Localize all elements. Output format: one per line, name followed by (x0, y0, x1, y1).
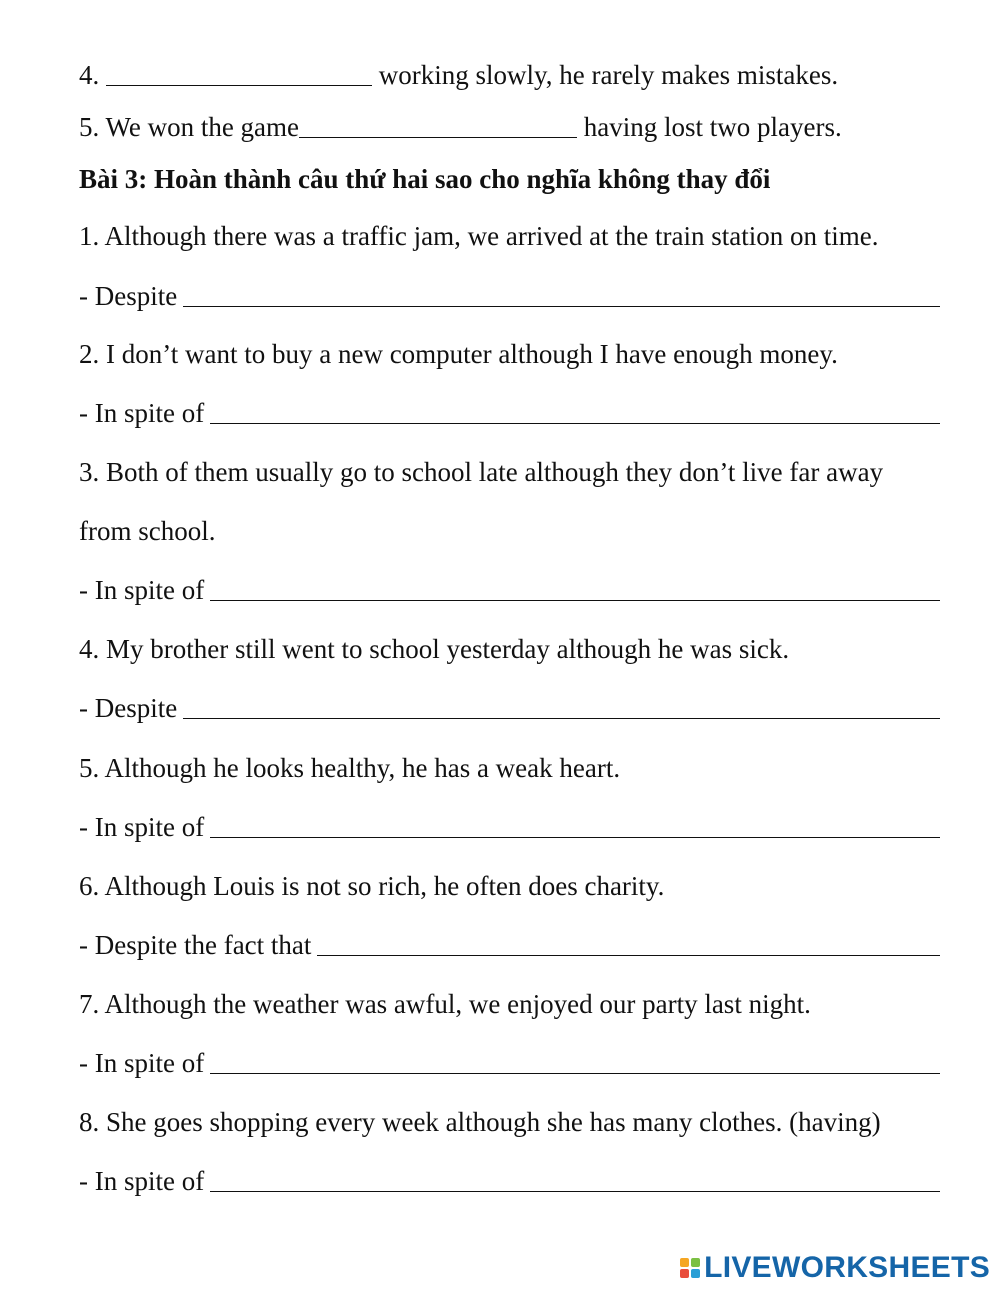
exercise-3-sentence-3-line-2: from school. (79, 516, 216, 546)
prev-item-4-rest: working slowly, he rarely makes mistakes. (372, 60, 839, 90)
answer-prefix-6: - Despite the fact that (79, 930, 312, 960)
exercise-3-sentence-6: 6. Although Louis is not so rich, he often does charity. (79, 871, 665, 901)
answer-blank-7[interactable] (210, 1051, 940, 1074)
liveworksheets-logo-icon (680, 1258, 700, 1278)
exercise-3-sentence-8: 8. She goes shopping every week although she has many clothes. (having) (79, 1107, 881, 1137)
answer-blank-4[interactable] (183, 696, 940, 719)
liveworksheets-logo (680, 1251, 990, 1285)
prev-item-4-number: 4. (79, 60, 106, 90)
answer-blank-6[interactable] (317, 933, 940, 956)
answer-prefix-5: - In spite of (79, 812, 205, 842)
exercise-3-answer-6 (79, 928, 940, 962)
logo-square-3 (680, 1269, 689, 1278)
exercise-3-sentence-4: 4. My brother still went to school yesterday although he was sick. (79, 634, 790, 664)
blank-prev-5[interactable] (299, 115, 577, 138)
answer-prefix-8: - In spite of (79, 1166, 205, 1196)
answer-prefix-1: - Despite (79, 281, 178, 311)
exercise-3-sentence-1: 1. Although there was a traffic jam, we arrived at the train station on time. (79, 221, 879, 251)
answer-prefix-2: - In spite of (79, 398, 205, 428)
exercise-3-answer-2 (79, 396, 940, 430)
exercise-3-answer-5 (79, 810, 940, 844)
answer-blank-5[interactable] (210, 815, 940, 838)
answer-blank-2[interactable] (210, 401, 940, 424)
prev-item-4 (79, 58, 838, 92)
prev-item-5-start: 5. We won the game (79, 112, 300, 142)
exercise-3-sentence-3-line-1: 3. Both of them usually go to school late although they don’t live far away (79, 457, 884, 487)
exercise-3-answer-3 (79, 573, 940, 607)
blank-prev-4[interactable] (106, 63, 372, 86)
exercise-3-sentence-2: 2. I don’t want to buy a new computer although I have enough money. (79, 339, 838, 369)
answer-blank-3[interactable] (210, 578, 940, 601)
logo-square-1 (680, 1258, 689, 1267)
logo-text: LIVEWORKSHEETS (704, 1251, 990, 1284)
answer-prefix-4: - Despite (79, 693, 178, 723)
exercise-3-answer-7 (79, 1046, 940, 1080)
exercise-3-answer-8 (79, 1164, 940, 1198)
answer-blank-8[interactable] (210, 1169, 940, 1192)
exercise-3-answer-4 (79, 691, 940, 725)
exercise-3-heading: Bài 3: Hoàn thành câu thứ hai sao cho nghĩa không thay đổi (79, 164, 771, 194)
answer-blank-1[interactable] (183, 284, 940, 307)
logo-square-2 (691, 1258, 700, 1267)
prev-item-5-rest: having lost two players. (577, 112, 842, 142)
exercise-3-sentence-5: 5. Although he looks healthy, he has a weak heart. (79, 753, 621, 783)
answer-prefix-3: - In spite of (79, 575, 205, 605)
answer-prefix-7: - In spite of (79, 1048, 205, 1078)
prev-item-5 (79, 110, 842, 144)
exercise-3-sentence-7: 7. Although the weather was awful, we enjoyed our party last night. (79, 989, 811, 1019)
exercise-3-answer-1 (79, 279, 940, 313)
logo-square-4 (691, 1269, 700, 1278)
